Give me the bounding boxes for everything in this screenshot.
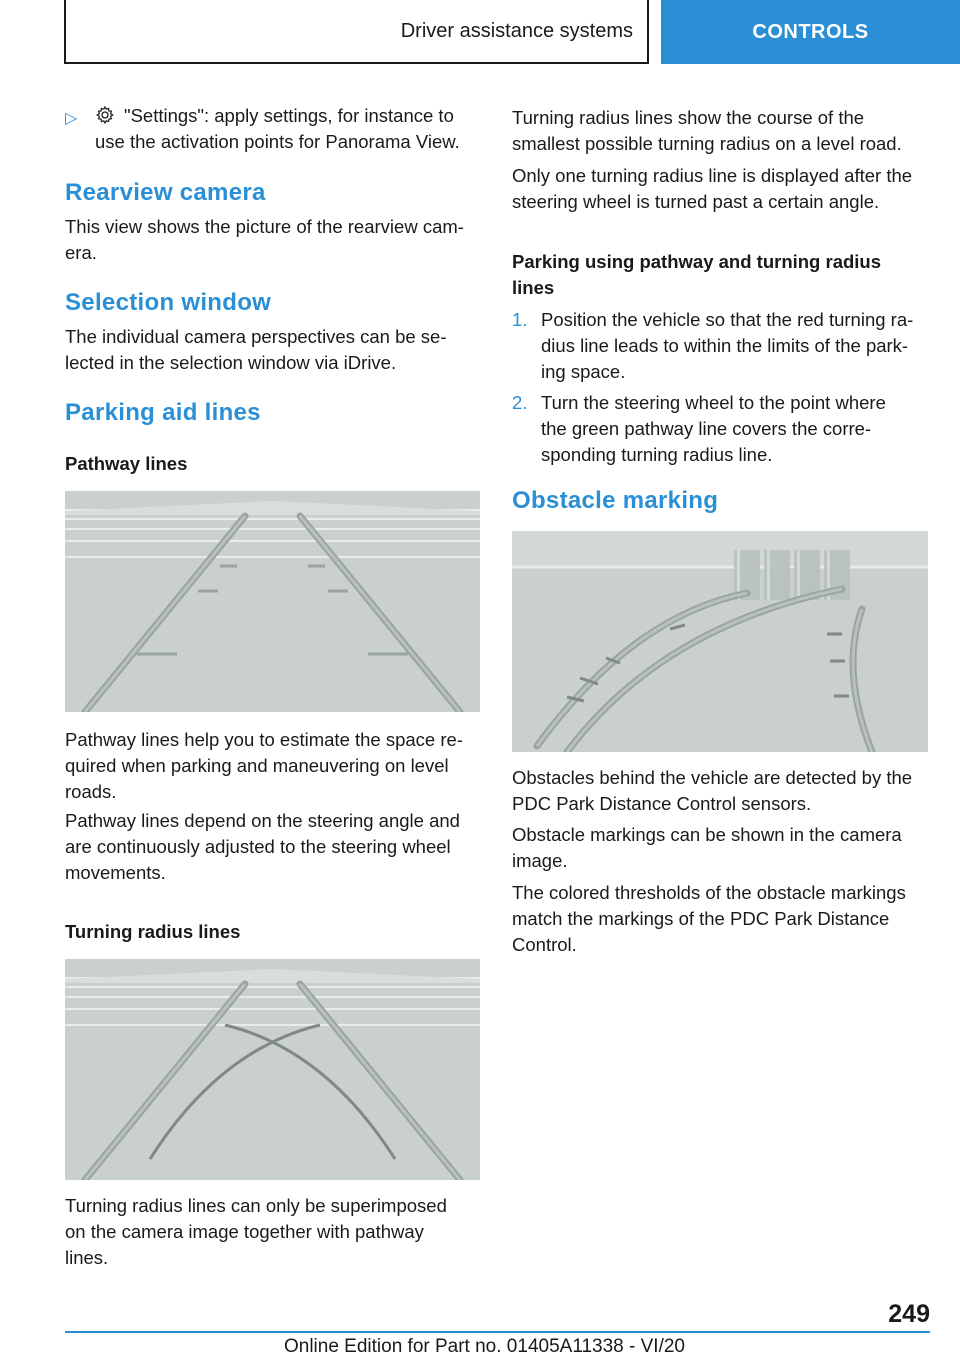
pathway-p2-line1: Pathway lines depend on the steering angle and bbox=[65, 810, 460, 831]
step2-line2: the green pathway line covers the corre- bbox=[541, 418, 872, 439]
obstacle-p2-line2: image. bbox=[512, 850, 568, 871]
turning-radius-subheading: Turning radius lines bbox=[65, 921, 241, 942]
header-chapter-tab bbox=[661, 0, 960, 64]
rearview-camera-heading: Rearview camera bbox=[65, 179, 266, 206]
turning-radius-figure bbox=[65, 959, 480, 1180]
step1-line2: dius line leads to within the limits of the park- bbox=[541, 335, 909, 356]
rearview-text-line2: era. bbox=[65, 242, 97, 263]
step1-number: 1. bbox=[512, 309, 528, 330]
obstacle-p3-line2: match the markings of the PDC Park Distance bbox=[512, 908, 890, 929]
obstacle-p1-line2: PDC Park Distance Control sensors. bbox=[512, 793, 812, 814]
right-p1-line2: smallest possible turning radius on a level road. bbox=[512, 133, 902, 154]
header-chapter-title: CONTROLS bbox=[752, 20, 869, 43]
pathway-p1-line1: Pathway lines help you to estimate the space re- bbox=[65, 729, 463, 750]
obstacle-marking-heading: Obstacle marking bbox=[512, 487, 719, 514]
settings-text-line1: "Settings": apply settings, for instance to bbox=[124, 105, 454, 126]
pathway-lines-figure bbox=[65, 491, 480, 712]
pathway-p2-line3: movements. bbox=[65, 862, 166, 883]
step2-line3: sponding turning radius line. bbox=[541, 444, 773, 465]
turning-p-line1: Turning radius lines can only be superimposed bbox=[65, 1195, 447, 1216]
settings-text-line2: use the activation points for Panorama View. bbox=[95, 131, 460, 152]
obstacle-p2-line1: Obstacle markings can be shown in the camera bbox=[512, 824, 902, 845]
step2-number: 2. bbox=[512, 392, 528, 413]
obstacle-p3-line3: Control. bbox=[512, 934, 577, 955]
obstacle-p1-line1: Obstacles behind the vehicle are detected by the bbox=[512, 767, 913, 788]
header-section-title: Driver assistance systems bbox=[400, 19, 633, 42]
turning-p-line3: lines. bbox=[65, 1247, 109, 1268]
footer-edition: Online Edition for Part no. 01405A11338 - VI/20 bbox=[283, 1336, 685, 1357]
parking-using-subheading-line2: lines bbox=[512, 277, 555, 298]
selection-window-heading: Selection window bbox=[65, 289, 272, 316]
footer-divider bbox=[65, 1331, 930, 1333]
pathway-p2-line2: are continuously adjusted to the steering wheel bbox=[65, 836, 451, 857]
gear-icon bbox=[95, 105, 115, 130]
header-section-tab bbox=[64, 0, 649, 64]
step1-line1: Position the vehicle so that the red turning ra- bbox=[541, 309, 914, 330]
selection-text-line2: lected in the selection window via iDrive. bbox=[65, 352, 397, 373]
right-p2-line1: Only one turning radius line is displayed after the bbox=[512, 165, 913, 186]
triangle-right-icon: ▷ bbox=[65, 110, 78, 127]
rearview-text-line1: This view shows the picture of the rearview cam- bbox=[65, 216, 464, 237]
selection-text-line1: The individual camera perspectives can be se- bbox=[65, 326, 447, 347]
turning-p-line2: on the camera image together with pathway bbox=[65, 1221, 424, 1242]
parking-using-subheading-line1: Parking using pathway and turning radius bbox=[512, 251, 882, 272]
obstacle-p3-line1: The colored thresholds of the obstacle markings bbox=[512, 882, 906, 903]
parking-aid-lines-heading: Parking aid lines bbox=[65, 399, 261, 426]
obstacle-marking-figure bbox=[512, 531, 928, 752]
page-number: 249 bbox=[888, 1300, 930, 1328]
right-p1-line1: Turning radius lines show the course of the bbox=[512, 107, 865, 128]
right-p2-line2: steering wheel is turned past a certain angle. bbox=[512, 191, 880, 212]
pathway-lines-subheading: Pathway lines bbox=[65, 453, 188, 474]
step1-line3: ing space. bbox=[541, 361, 626, 382]
step2-line1: Turn the steering wheel to the point where bbox=[541, 392, 886, 413]
pathway-p1-line3: roads. bbox=[65, 781, 117, 802]
pathway-p1-line2: quired when parking and maneuvering on level bbox=[65, 755, 449, 776]
